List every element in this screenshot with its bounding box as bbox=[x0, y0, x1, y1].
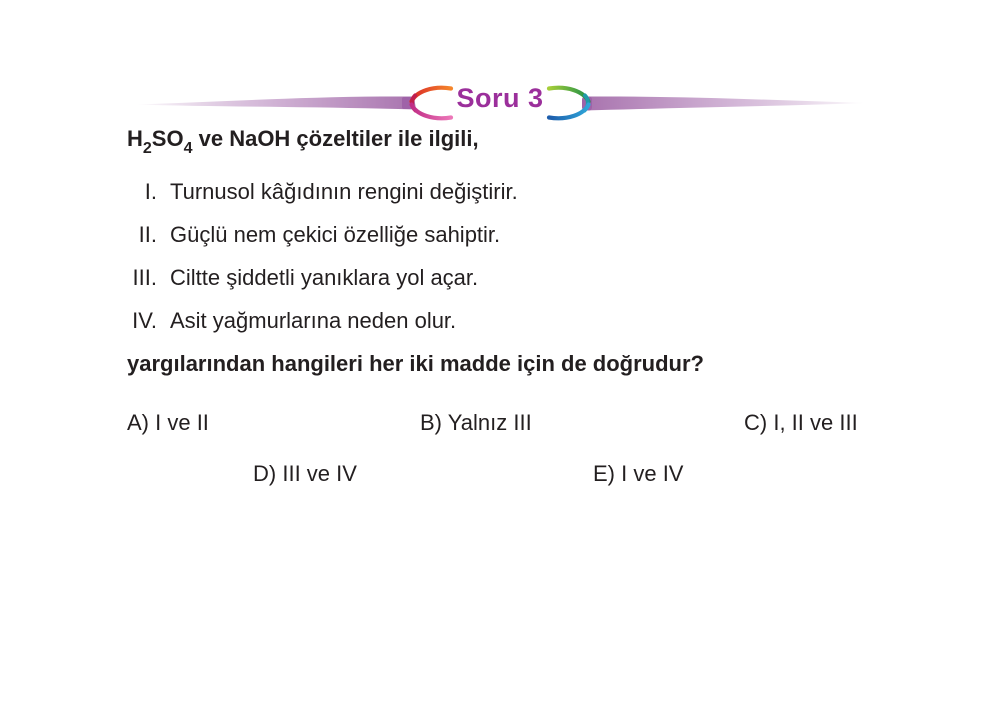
statement-item-4 bbox=[127, 310, 456, 332]
option-e[interactable] bbox=[593, 463, 683, 485]
statement-text: Turnusol kâğıdının rengini değiştirir. bbox=[170, 179, 518, 204]
option-d[interactable] bbox=[253, 463, 357, 485]
question-intro-rest: ve NaOH çözeltiler ile ilgili, bbox=[192, 126, 479, 151]
formula-h-subscript: 2 bbox=[142, 140, 152, 157]
option-e-label: E) bbox=[593, 461, 615, 486]
option-c[interactable] bbox=[744, 412, 858, 434]
formula-h: H bbox=[127, 126, 143, 151]
option-b[interactable] bbox=[420, 412, 532, 434]
option-b-text: Yalnız III bbox=[447, 410, 532, 435]
option-c-label: C) bbox=[744, 410, 768, 435]
formula-so-subscript: 4 bbox=[183, 140, 193, 157]
statement-item-1 bbox=[127, 181, 518, 203]
statement-text: Ciltte şiddetli yanıklara yol açar. bbox=[170, 265, 479, 290]
question-intro-line bbox=[127, 126, 479, 157]
question-number-title: Soru 3 bbox=[456, 83, 544, 113]
statement-numeral: II. bbox=[138, 222, 157, 247]
statement-numeral: I. bbox=[144, 179, 157, 204]
option-c-text: I, II ve III bbox=[773, 410, 858, 435]
formula-so: SO bbox=[151, 126, 184, 151]
option-a-label: A) bbox=[127, 410, 149, 435]
option-d-label: D) bbox=[253, 461, 277, 486]
option-a[interactable] bbox=[127, 412, 209, 434]
option-a-text: I ve II bbox=[155, 410, 209, 435]
question-header bbox=[130, 83, 870, 123]
option-b-label: B) bbox=[420, 410, 442, 435]
statement-item-3 bbox=[127, 267, 478, 289]
option-d-text: III ve IV bbox=[282, 461, 357, 486]
option-e-text: I ve IV bbox=[621, 461, 684, 486]
question-stem: yargılarından hangileri her iki madde için de doğrudur? bbox=[127, 351, 704, 376]
statement-numeral: III. bbox=[132, 265, 157, 290]
statement-text: Asit yağmurlarına neden olur. bbox=[170, 308, 457, 333]
statement-item-2 bbox=[127, 224, 500, 246]
statement-numeral: IV. bbox=[132, 308, 157, 333]
statement-text: Güçlü nem çekici özelliğe sahiptir. bbox=[170, 222, 501, 247]
